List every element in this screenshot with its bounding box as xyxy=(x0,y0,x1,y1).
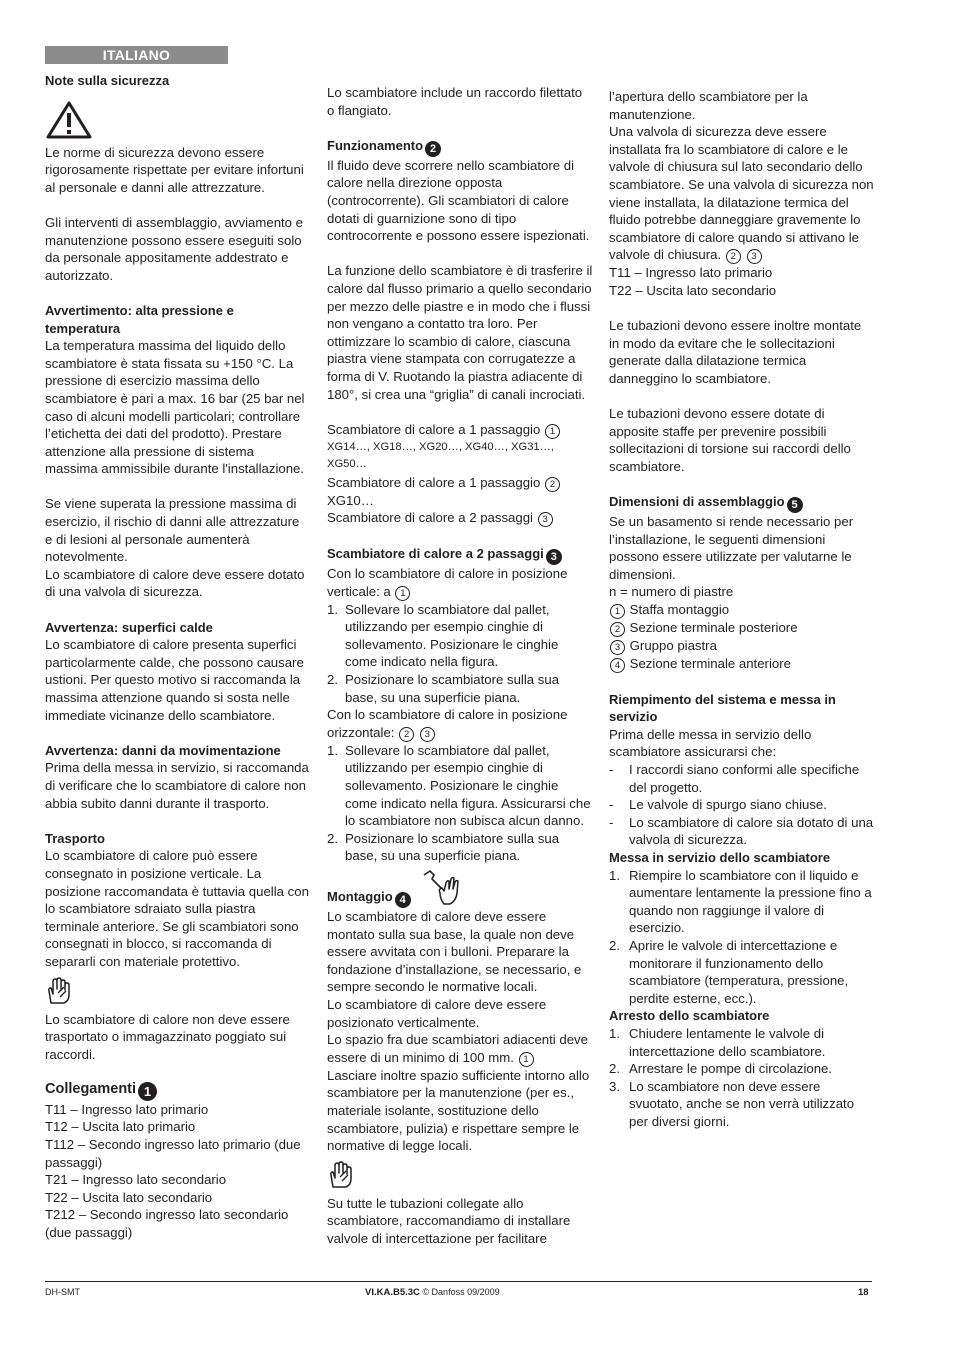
footer-document-code: VI.KA.B5.3C © Danfoss 09/2009 xyxy=(365,1287,500,1298)
footer-divider xyxy=(45,1281,872,1282)
horizontal-ref: 3 xyxy=(420,727,435,742)
shutdown-steps xyxy=(609,1025,874,1131)
hot-surface-text: Lo scambiatore di calore presenta superfici particolarmente calde, che possono causare ustioni. Per questo motivo si raccomanda la massima attenzione quando si sosta nelle immediate vicinanze dello scambiatore. xyxy=(45,637,304,723)
horizontal-ref: 2 xyxy=(399,727,414,742)
horizontal-intro: Con lo scambiatore di calore in posizione orizzontale: xyxy=(327,707,568,740)
transport-heading: Trasporto xyxy=(45,830,105,846)
safety-paragraph-1: Le norme di sicurezza devono essere rigorosamente rispettate per evitare infortuni al personale e danni alle attrezzature. xyxy=(45,144,304,195)
column-1 xyxy=(45,72,310,1242)
startup-steps xyxy=(609,867,874,1008)
mounting-ref: 1 xyxy=(519,1052,534,1067)
filling-checklist xyxy=(609,761,874,849)
startup-heading: Messa in servizio dello scambiatore xyxy=(609,849,831,865)
function-paragraph-1: Il fluido deve scorrere nello scambiatore di calore nella direzione opposta (controcorrente). Gli scambiatori di calore dotati di guarnizione sono di tipo controcorrente e possono essere ispezionati. xyxy=(327,157,590,244)
safety-paragraph-2: Gli interventi di assemblaggio, avviamento e manutenzione possono essere eseguiti solo da personale appositamente addestrato e autorizzato. xyxy=(45,214,304,283)
mounting-paragraph-2: Lo scambiatore di calore deve essere posizionato verticalmente. xyxy=(327,996,547,1030)
connection-item: T22 – Uscita lato secondario xyxy=(45,1189,213,1205)
list-item: 2. Posizionare lo scambiatore sulla sua base, su una superficie piana. xyxy=(327,672,560,705)
mounting-paragraph-3: Lo spazio fra due scambiatori adiacenti deve essere di un minimo di 100 mm. xyxy=(327,1032,588,1065)
transport-text: Lo scambiatore di calore può essere consegnato in posizione verticale. La posizione raccomandata è tuttavia quella con lo scambiatore sdraiato sulla piastra terminale anteriore. Se gli scambiatori sono consegnati in blocco, si raccomanda di separarli con materiale protettivo. xyxy=(45,848,309,969)
vertical-ref: 1 xyxy=(395,586,410,601)
dimensions-list xyxy=(609,601,874,673)
horizontal-steps xyxy=(327,742,593,865)
connection-type-text: Lo scambiatore include un raccordo filettato o flangiato. xyxy=(327,85,583,118)
function-heading: Funzionamento xyxy=(327,137,424,153)
pass1-ref: 1 xyxy=(545,424,560,439)
pass-types xyxy=(327,421,593,528)
page-number: 18 xyxy=(858,1287,869,1298)
mounting-badge: 4 xyxy=(395,892,411,908)
handling-text: Prima della messa in servizio, si raccomanda di verificare che lo scambiatore di calore non abbia subito danni durante il trasporto. xyxy=(45,760,309,811)
pipes-paragraph-1: Le tubazioni devono essere inoltre montate in modo da evitare che le sollecitazioni generate dalla dilatazione termica danneggino lo scambiatore. xyxy=(609,318,862,386)
connection-t11: T11 – Ingresso lato primario xyxy=(609,265,773,281)
list-item: 2. Aprire le valvole di intercettazione e monitorare il funzionamento dello scambiatore (temperatura, pressione, perdite esterne, ecc.). xyxy=(609,937,849,1006)
connection-t22: T22 – Uscita lato secondario xyxy=(609,282,777,298)
connection-item: T112 – Secondo ingresso lato primario (due passaggi) xyxy=(45,1137,301,1170)
pressure-warning-text: La temperatura massima del liquido dello scambiatore è stata fissata su +150 °C. La pressione di esercizio massima dello scambiatore è pari a max. 16 bar (25 bar nel caso di alcuni modelli particolari; controllare l’etichetta dei dati del prodotto). Prestare attenzione alla pressione di sistema massima ammissibile durante l'installazione. xyxy=(45,338,305,477)
mounting-paragraph-1: Lo scambiatore di calore deve essere montato sulla sua base, la quale non deve essere avvitata con i bulloni. Preparare la fondazione d’installazione, se necessario, e sempre secondo le normative locali. xyxy=(327,908,582,995)
list-item: 1. Chiudere lentamente le valvole di intercettazione dello scambiatore. xyxy=(609,1025,826,1059)
dimensions-heading: Dimensioni di assemblaggio xyxy=(609,494,785,510)
note-hand-icon xyxy=(327,1161,353,1189)
two-pass-heading: Scambiatore di calore a 2 passaggi xyxy=(327,546,544,562)
note-hand-icon xyxy=(45,977,71,1005)
connections-heading: Collegamenti xyxy=(45,1080,137,1097)
vertical-intro: Con lo scambiatore di calore in posizione verticale: a xyxy=(327,566,568,599)
safety-heading: Note sulla sicurezza xyxy=(45,73,170,88)
pressure-warning-text-3: Lo scambiatore di calore deve essere dotato di una valvola di sicurezza. xyxy=(45,566,305,600)
mounting-note: Su tutte le tubazioni collegate allo scambiatore, raccomandiamo di installare valvole di intercettazione per facilitare xyxy=(327,1195,571,1246)
pass1b-models: XG10… xyxy=(327,492,374,508)
column-3 xyxy=(609,88,874,1130)
pass1b-ref: 2 xyxy=(545,477,560,492)
connection-item: T11 – Ingresso lato primario xyxy=(45,1101,209,1117)
connections-badge: 1 xyxy=(138,1082,157,1101)
list-item: 2. Arrestare le pompe di circolazione. xyxy=(609,1061,833,1077)
pressure-warning-heading: Avvertimento: alta pressione e temperatura xyxy=(45,302,234,336)
list-item: 1. Riempire lo scambiatore con il liquido e aumentare lentamente la pressione fino a quando non raggiunge il valore di esercizio. xyxy=(609,867,872,936)
dimensions-text: Se un basamento si rende necessario per l’installazione, le seguenti dimensioni possono essere utilizzate per valutarne le dimensioni. xyxy=(609,514,854,582)
column-2 xyxy=(327,84,593,1247)
two-pass-badge: 3 xyxy=(546,549,562,565)
footer-department: DH-SMT xyxy=(45,1287,80,1297)
language-label: ITALIANO xyxy=(45,46,228,64)
list-item: 2. Posizionare lo scambiatore sulla sua base, su una superficie piana. xyxy=(327,830,560,864)
hot-surface-heading: Avvertenza: superfici calde xyxy=(45,619,213,635)
filling-intro: Prima delle messa in servizio dello scambiatore assicurarsi che: xyxy=(609,726,812,760)
list-item: - Lo scambiatore di calore sia dotato di una valvola di sicurezza. xyxy=(609,814,874,848)
pass2-label: Scambiatore di calore a 2 passaggi xyxy=(327,510,533,526)
transport-note: Lo scambiatore di calore non deve essere trasportato o immagazzinato poggiato sui raccordi. xyxy=(45,1011,290,1062)
list-item: 1 Staffa montaggio xyxy=(609,601,874,619)
list-item: - I raccordi siano conformi alle specifiche del progetto. xyxy=(609,762,860,795)
warning-triangle-icon xyxy=(45,100,93,140)
list-item: 1. Sollevare lo scambiatore dal pallet, utilizzando per esempio cinghie di sollevamento. Posizionare le cinghie come indicato nella figura. Assicurarsi che lo scambiatore non subisca alcun danno. xyxy=(327,742,591,829)
continued-paragraph-1: l’apertura dello scambiatore per la manutenzione. xyxy=(609,89,808,122)
pipes-paragraph-2: Le tubazioni devono essere dotate di apposite staffe per prevenire possibili sollecitazioni di torsione sui raccordi dello scambiatore. xyxy=(609,406,851,474)
pass1-label: Scambiatore di calore a 1 passaggio xyxy=(327,421,541,437)
list-item: 2 Sezione terminale posteriore xyxy=(609,619,874,637)
connection-item: T212 – Secondo ingresso lato secondario (due passaggi) xyxy=(45,1207,289,1241)
valve-ref: 3 xyxy=(747,249,762,264)
valve-ref: 2 xyxy=(726,249,741,264)
connection-item: T12 – Uscita lato primario xyxy=(45,1119,196,1135)
filling-heading: Riempimento del sistema e messa in servizio xyxy=(609,691,836,725)
continued-paragraph-2: Una valvola di sicurezza deve essere installata fra lo scambiatore di calore e le valvole di chiusura sul lato secondario dello scambiatore. Se una valvola di sicurezza non viene installata, la dilatazione termica del fluido potrebbe danneggiare gravemente lo scambiatore di calore quando si attivano le valvole di chiusura. xyxy=(609,124,874,263)
function-badge: 2 xyxy=(425,141,441,157)
connection-item: T21 – Ingresso lato secondario xyxy=(45,1172,227,1188)
plates-number: n = numero di piastre xyxy=(609,584,734,600)
list-item: 1. Sollevare lo scambiatore dal pallet, utilizzando per esempio cinghie di sollevamento. Posizionare le cinghie come indicato nella figura. xyxy=(327,601,559,670)
handling-heading: Avvertenza: danni da movimentazione xyxy=(45,742,281,758)
pass2-ref: 3 xyxy=(538,512,553,527)
vertical-steps xyxy=(327,601,593,707)
mounting-paragraph-4: Lasciare inoltre spazio sufficiente intorno allo scambiatore per la manutenzione (per es., materiale isolante, sostituzione dello scambiatore, pulizia) e rispettare sempre le normative di legge locali. xyxy=(327,1067,590,1154)
shutdown-heading: Arresto dello scambiatore xyxy=(609,1008,770,1024)
pass1-models: XG14…, XG18…, XG20…, XG40…, XG31…, XG50… xyxy=(327,440,554,471)
list-item: 4 Sezione terminale anteriore xyxy=(609,655,874,673)
pressure-warning-text-2: Se viene superata la pressione massima di esercizio, il rischio di danni alle attrezzature e di lesioni al personale aumenterà notevolmente. xyxy=(45,496,300,565)
mounting-heading: Montaggio xyxy=(327,888,393,904)
list-item: - Le valvole di spurgo siano chiuse. xyxy=(609,797,827,813)
list-item: 3 Gruppo piastra xyxy=(609,637,874,655)
dimensions-badge: 5 xyxy=(787,497,803,513)
wrench-hand-icon xyxy=(422,869,462,907)
connections-list xyxy=(45,1101,310,1242)
function-paragraph-2: La funzione dello scambiatore è di trasferire il calore dal flusso primario a quello secondario per mezzo delle piastre e in modo che i flussi non vengano a contatto tra loro. Per ottimizzare lo scambio di calore, ciascuna piastra viene stampata con corrugatezze a forma di V. Ruotando la piastra adiacente di 180°, si crea una “griglia” di canali incrociati. xyxy=(327,263,593,402)
pass1b-label: Scambiatore di calore a 1 passaggio xyxy=(327,474,541,490)
list-item: 3. Lo scambiatore non deve essere svuotato, anche se non verrà utilizzato per diversi giorni. xyxy=(609,1078,855,1129)
